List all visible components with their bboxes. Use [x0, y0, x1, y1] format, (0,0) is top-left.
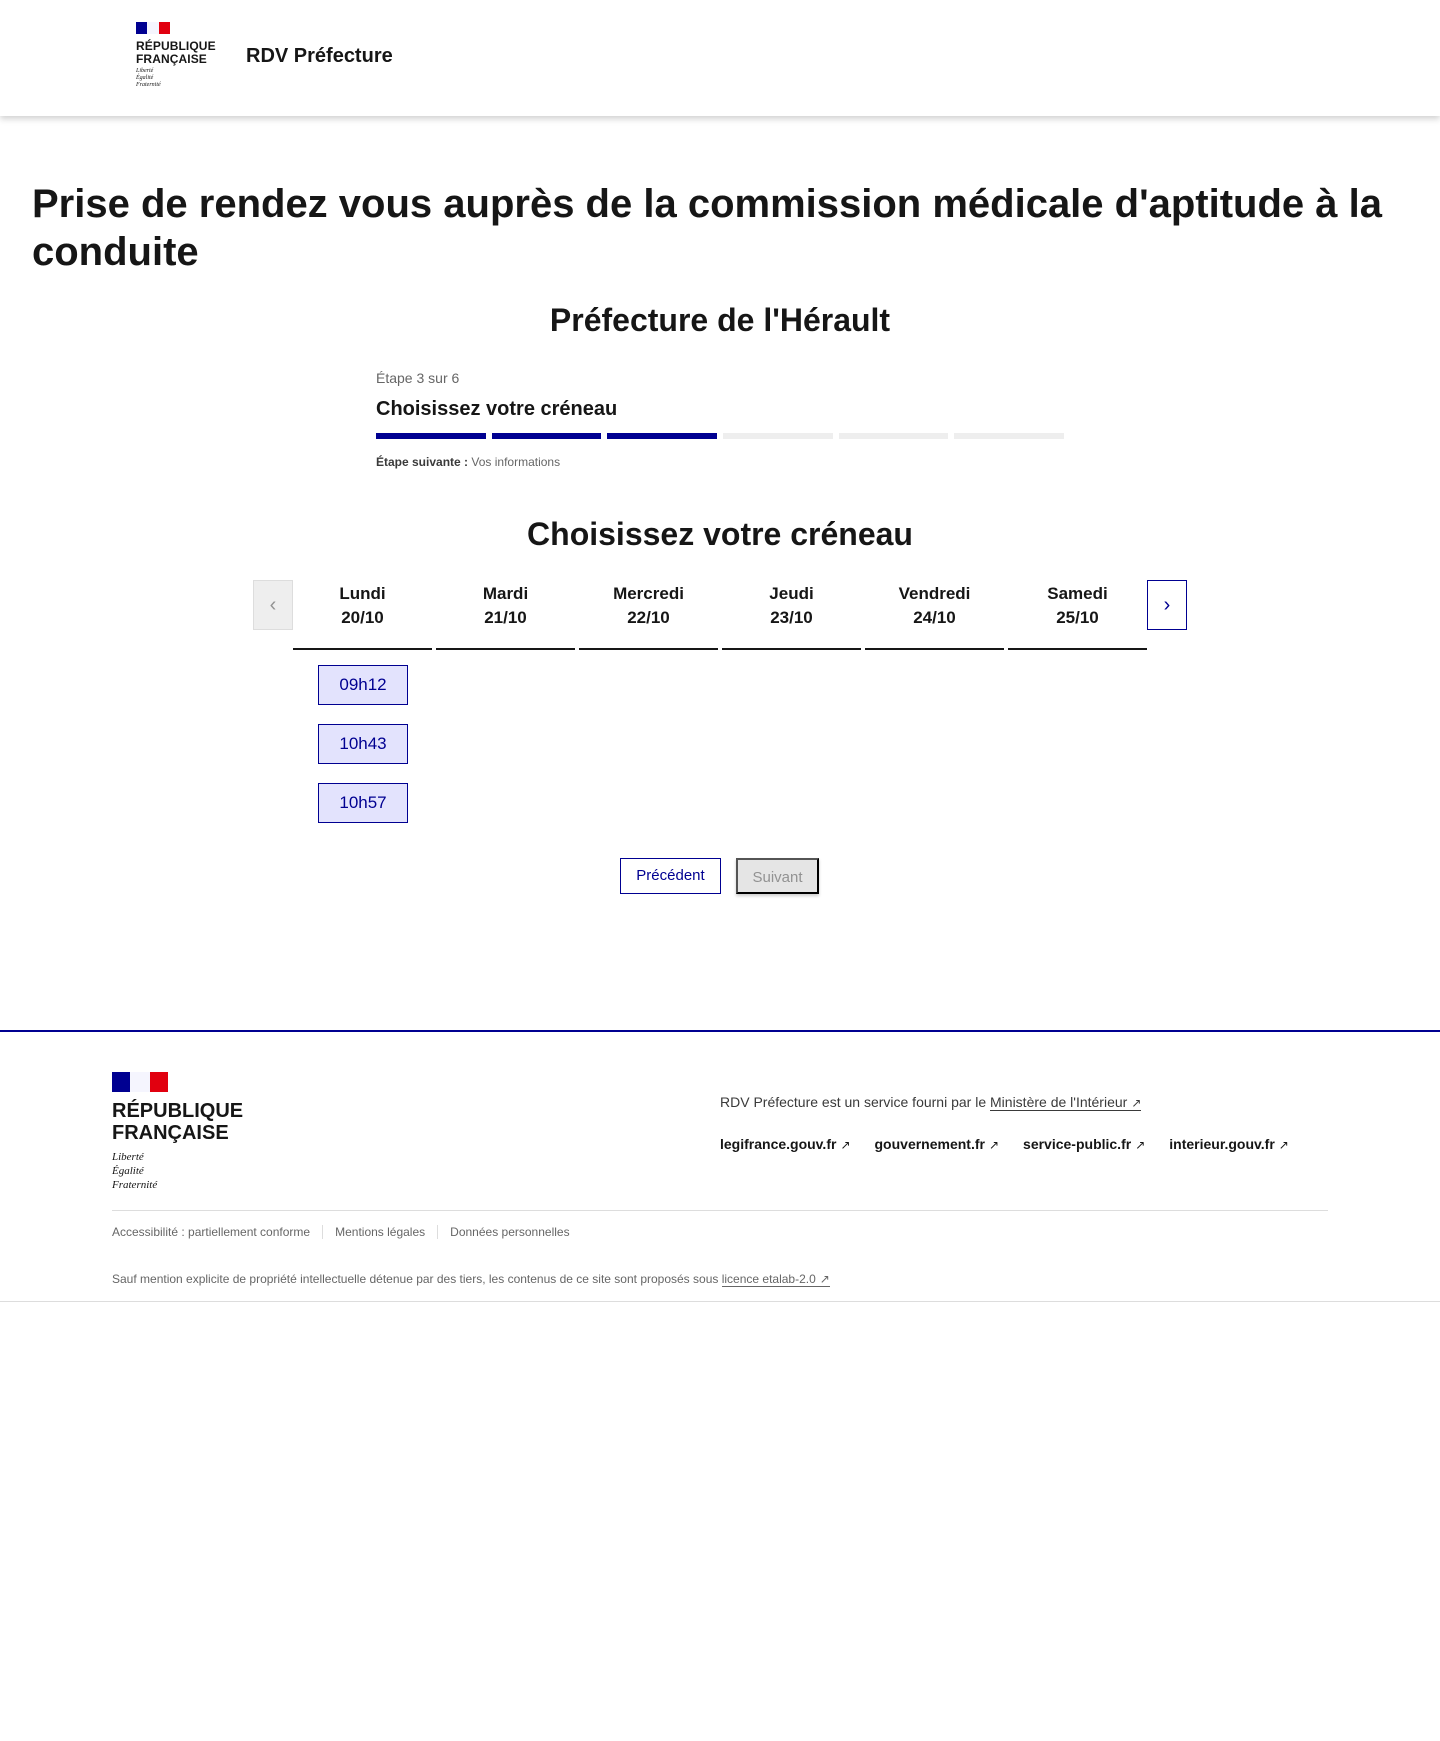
day-date: 25/10: [1056, 608, 1099, 627]
step-next-value: Vos informations: [471, 455, 561, 469]
logo-line-2: FRANÇAISE: [136, 52, 207, 66]
motto-egalite: Égalité: [136, 75, 154, 81]
logo-line-1: RÉPUBLIQUE: [136, 39, 216, 53]
logo-text: [136, 40, 226, 66]
marianne-flag-icon: [112, 1072, 168, 1092]
stepper: [376, 370, 1064, 469]
external-link-icon: ↗: [1135, 1138, 1146, 1152]
day-name: Mercredi: [613, 584, 684, 603]
slot-button[interactable]: 09h12: [318, 665, 408, 705]
day-header-4: [865, 580, 1004, 650]
footer-logo-text: [112, 1100, 262, 1144]
day-header-3: [722, 580, 861, 650]
section-title: Choisissez votre créneau: [527, 516, 913, 552]
day-header-1: [436, 580, 575, 650]
licence-text: Sauf mention explicite de propriété intellectuelle détenue par des tiers, les contenus de ce site sont proposés sous: [112, 1272, 719, 1286]
ministere-link[interactable]: [990, 1094, 1141, 1111]
footer-link-gouvernement[interactable]: [875, 1136, 1000, 1152]
donnees-personnelles-link[interactable]: Données personnelles: [437, 1225, 581, 1239]
day-date: 24/10: [913, 608, 956, 627]
footer-links: [720, 1136, 1289, 1152]
footer-link-label: service-public.fr: [1023, 1136, 1132, 1152]
step-bar-complete: [376, 433, 486, 439]
ministere-link-label: Ministère de l'Intérieur: [990, 1094, 1128, 1110]
day-name: Mardi: [482, 584, 529, 603]
site-title[interactable]: RDV Préfecture: [246, 45, 393, 67]
previous-button[interactable]: Précédent: [620, 858, 721, 894]
footer-bottom-links: [112, 1225, 582, 1239]
day-name: Jeudi: [769, 584, 814, 603]
licence-link[interactable]: [722, 1272, 830, 1287]
page-title: Prise de rendez vous auprès de la commission médicale d'aptitude à la conduite: [32, 182, 1382, 274]
external-link-icon: ↗: [1131, 1096, 1142, 1110]
footer-link-label: legifrance.gouv.fr: [720, 1136, 837, 1152]
day-date: 23/10: [770, 608, 813, 627]
footer-link-label: gouvernement.fr: [874, 1136, 985, 1152]
footer-divider: [112, 1210, 1328, 1211]
slot-button[interactable]: 10h43: [318, 724, 408, 764]
day-header-2: [579, 580, 718, 650]
day-name: Lundi: [339, 584, 386, 603]
motto-fraternite: Fraternité: [112, 1179, 158, 1191]
step-bar-complete: [607, 433, 717, 439]
footer-logo[interactable]: [112, 1072, 262, 1192]
step-bar-complete: [492, 433, 602, 439]
step-bar-pending: [723, 433, 833, 439]
day-date: 20/10: [341, 608, 384, 627]
slot-list-monday: [318, 665, 408, 842]
motto-liberte: Liberté: [112, 1151, 144, 1163]
step-state: Étape 3 sur 6: [376, 370, 460, 386]
site-footer: [0, 1030, 1440, 1302]
footer-link-service-public[interactable]: [1023, 1136, 1145, 1152]
slot-button[interactable]: 10h57: [318, 783, 408, 823]
footer-link-label: interieur.gouv.fr: [1169, 1136, 1275, 1152]
republique-francaise-logo[interactable]: [136, 22, 226, 89]
external-link-icon: ↗: [819, 1272, 830, 1286]
footer-description: [720, 1094, 1141, 1110]
accessibilite-link[interactable]: Accessibilité : partiellement conforme: [112, 1225, 311, 1239]
day-header-0: [293, 580, 432, 650]
day-name: Vendredi: [898, 584, 971, 603]
day-name: Samedi: [1047, 584, 1108, 603]
logo-motto: [136, 68, 226, 89]
footer-link-legifrance[interactable]: [720, 1136, 851, 1152]
step-next-label: Étape suivante :: [376, 455, 469, 469]
footer-motto: [112, 1150, 262, 1192]
chevron-left-icon[interactable]: ‹: [253, 580, 293, 630]
day-date: 22/10: [627, 608, 670, 627]
day-columns: [293, 580, 1147, 650]
licence-link-label: licence etalab-2.0: [721, 1272, 816, 1286]
day-header-5: [1008, 580, 1147, 650]
motto-egalite: Égalité: [112, 1165, 144, 1177]
site-header: [0, 0, 1440, 116]
footer-link-interieur[interactable]: [1169, 1136, 1289, 1152]
chevron-right-icon[interactable]: ›: [1147, 580, 1187, 630]
day-date: 21/10: [484, 608, 527, 627]
footer-logo-line-1: RÉPUBLIQUE: [112, 1100, 244, 1122]
mentions-legales-link[interactable]: Mentions légales: [322, 1225, 437, 1239]
motto-liberte: Liberté: [136, 68, 154, 74]
step-next: [376, 455, 1064, 469]
footer-logo-line-2: FRANÇAISE: [112, 1122, 229, 1144]
step-bar-pending: [954, 433, 1064, 439]
external-link-icon: ↗: [1278, 1138, 1289, 1152]
external-link-icon: ↗: [988, 1138, 1000, 1152]
external-link-icon: ↗: [840, 1138, 851, 1152]
marianne-flag-icon: [136, 22, 170, 34]
footer-desc-text: RDV Préfecture est un service fourni par le: [720, 1094, 987, 1110]
motto-fraternite: Fraternité: [136, 82, 161, 88]
prefecture-title: Préfecture de l'Hérault: [549, 302, 891, 338]
next-button[interactable]: Suivant: [736, 858, 819, 894]
step-bar-pending: [839, 433, 949, 439]
step-title: Choisissez votre créneau: [376, 398, 618, 420]
footer-licence: [112, 1272, 830, 1286]
step-progress-bar: [376, 433, 1064, 439]
